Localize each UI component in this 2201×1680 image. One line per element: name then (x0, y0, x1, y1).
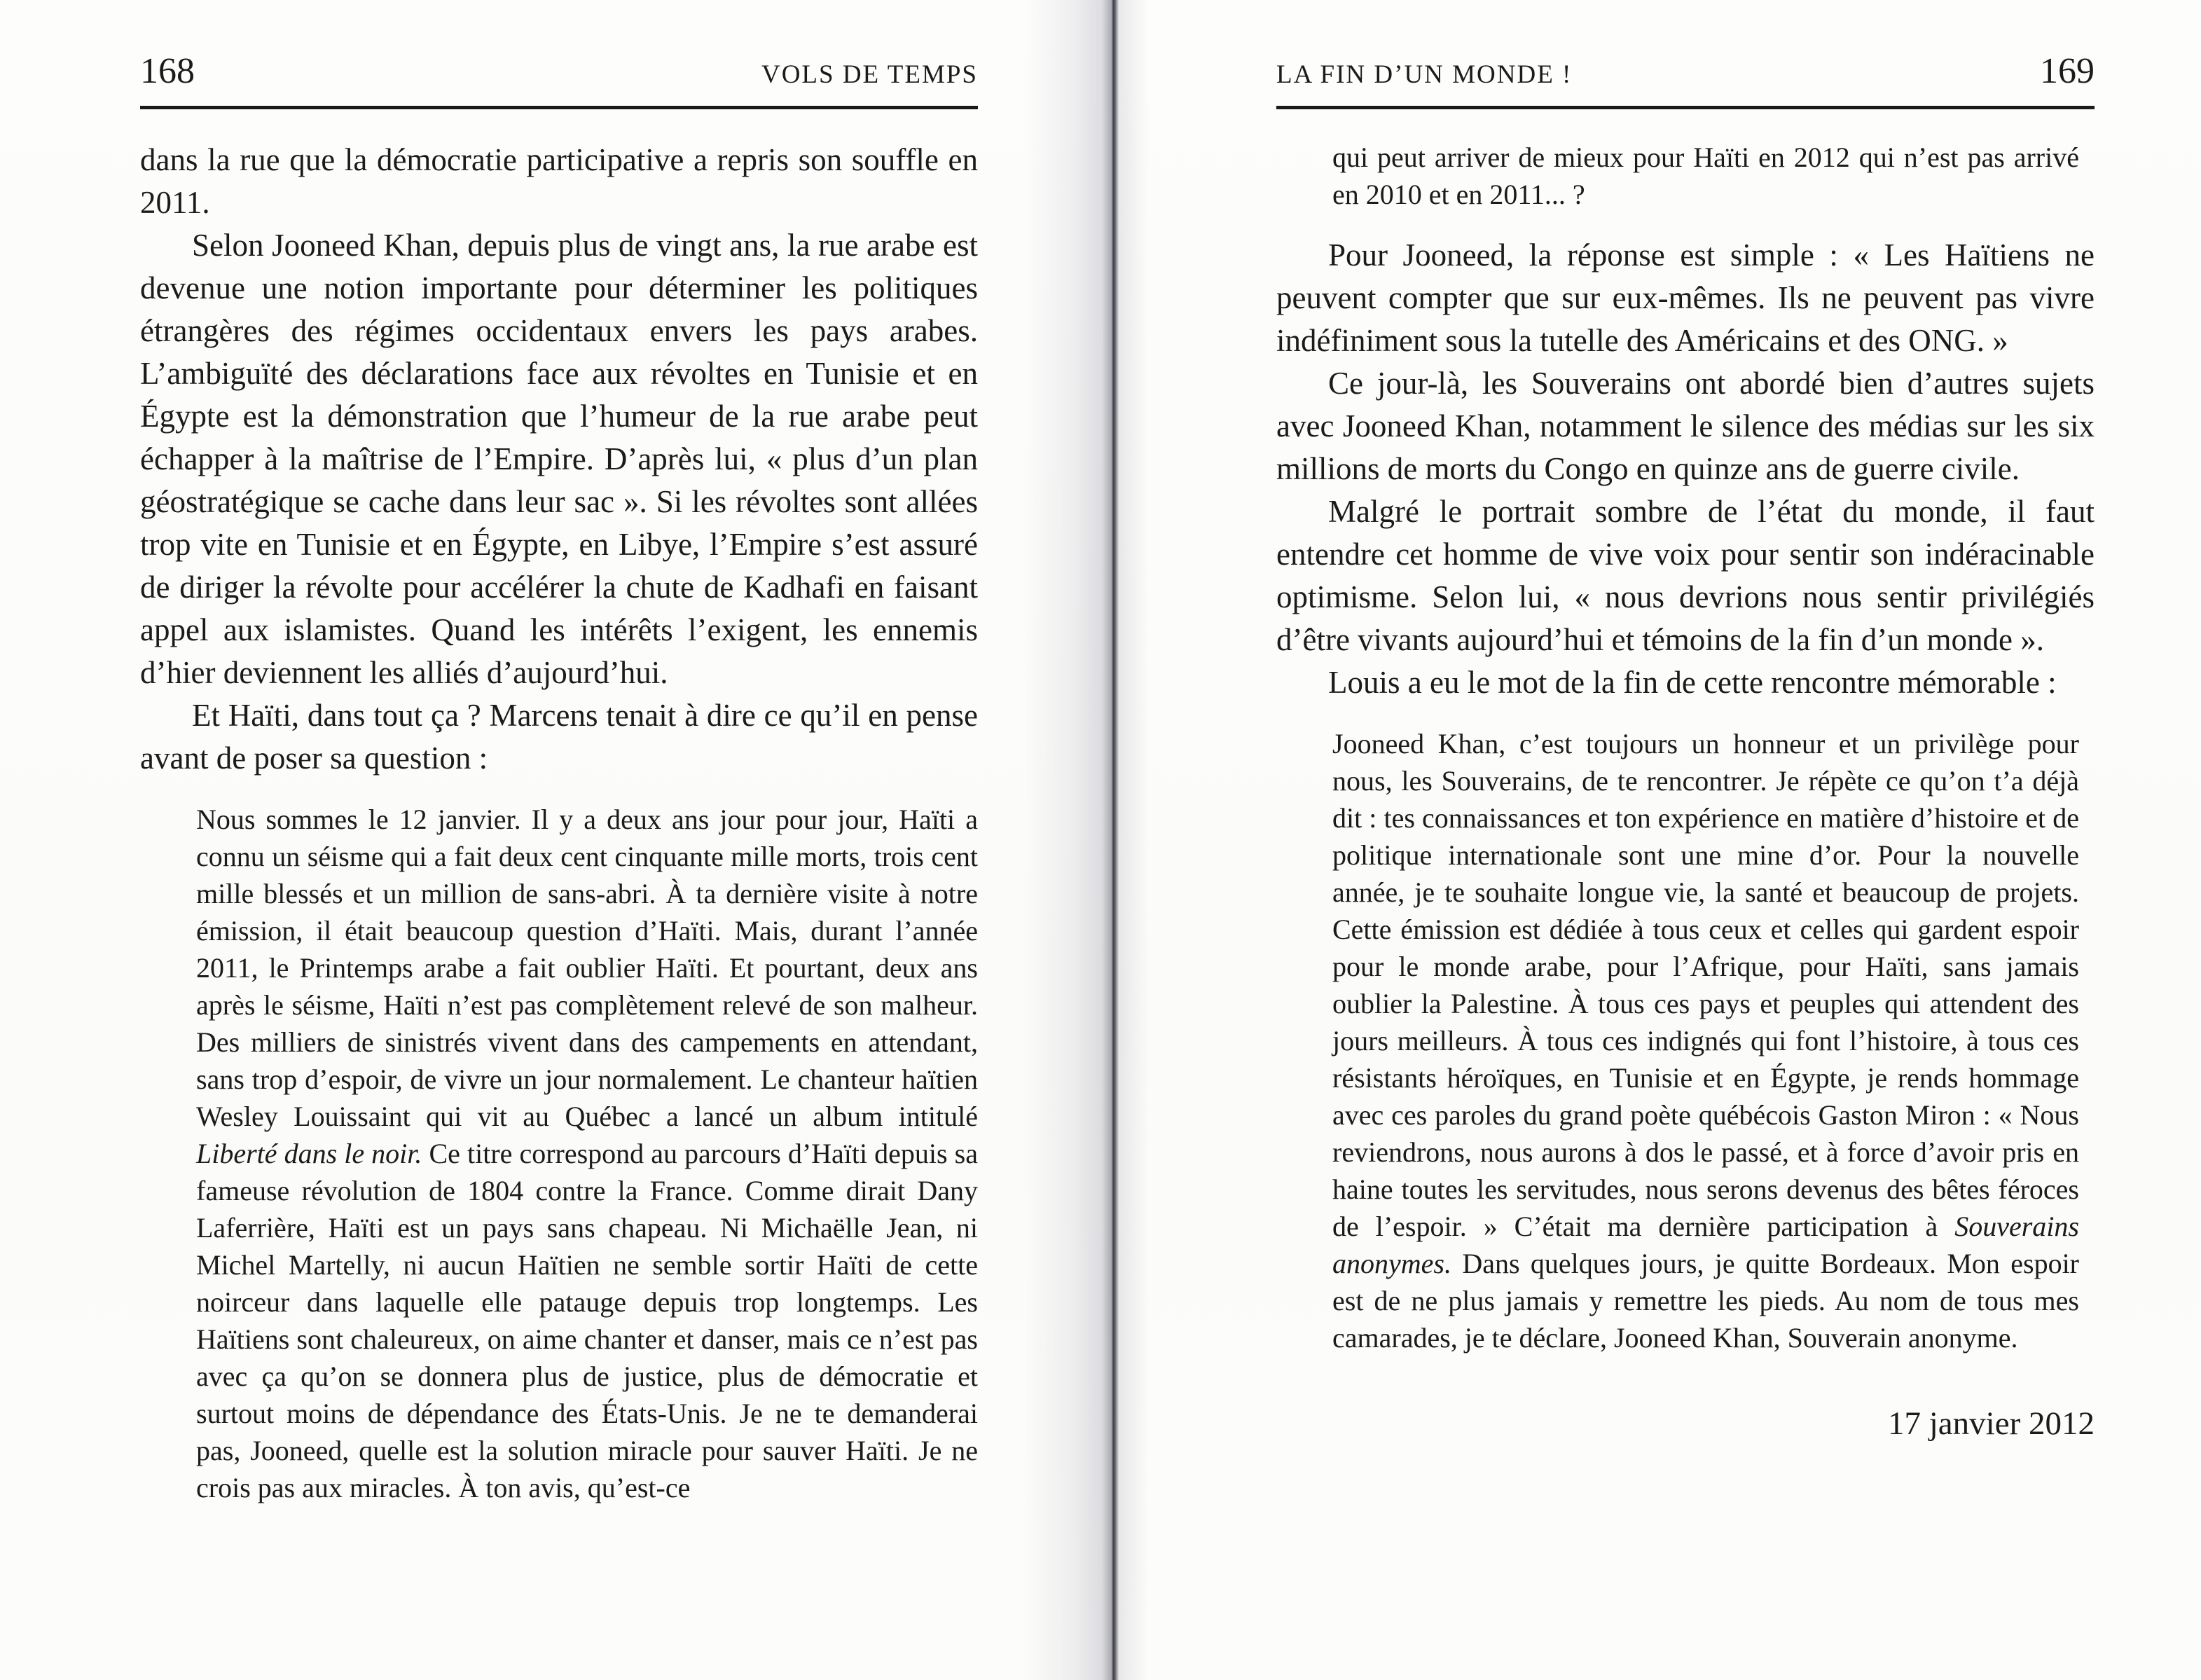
album-title-italic: Liberté dans le noir. (196, 1138, 422, 1169)
paragraph: Et Haïti, dans tout ça ? Marcens tenait à dire ce qu’il en pense avant de poser sa question : (140, 698, 978, 776)
block-quote (196, 801, 978, 1506)
quote-text: Dans quelques jours, je quitte Bordeaux. Mon espoir est de ne plus jamais y remettre les pieds. Au nom de tous mes camarades, je te déclare, Jooneed Khan, Souverain anonyme. (1332, 1248, 2079, 1354)
paragraph: Pour Jooneed, la réponse est simple : « Les Haïtiens ne peuvent compter que sur eux-mêmes. Ils ne peuvent pas vivre indéfiniment sous la tutelle des Américains et des ONG. » (1276, 237, 2095, 358)
paragraph: Selon Jooneed Khan, depuis plus de vingt ans, la rue arabe est devenue une notion importante pour déterminer les politiques étrangères des régimes occidentaux envers les pays arabes. L’ambiguïté des déclarations face aux révoltes en Tunisie et en Égypte est la démonstration que l’humeur de la rue arabe peut échapper à la maîtrise de l’Empire. D’après lui, « plus d’un plan géostratégique se cache dans leur sac ». Si les révoltes sont allées trop vite en Tunisie et en Égypte, en Libye, l’Empire s’est assuré de diriger la révolte pour accélérer la chute de Kadhafi en faisant appel aux islamistes. Quand les intérêts l’exigent, les ennemis d’hier deviennent les alliés d’aujourd’hui. (140, 228, 978, 690)
right-page-header (1276, 53, 2095, 90)
right-header-rule (1276, 106, 2095, 109)
left-page (140, 0, 978, 1680)
quote-text: Ce titre correspond au parcours d’Haïti depuis sa fameuse révolution de 1804 contre la France. Comme dirait Dany Laferrière, Haïti est un pays sans chapeau. Ni Michaëlle Jean, ni Michel Martelly, ni aucun Haïtien ne semble sortir Haïti de cette noirceur dans laquelle elle patauge depuis trop longtemps. Les Haïtiens sont chaleureux, on aime chanter et danser, mais ce n’est pas avec ça qu’on se donnera plus de justice, plus de démocratie et surtout moins de dépendance des États-Unis. Je ne te demanderai pas, Jooneed, quelle est la solution miracle pour sauver Haïti. Je ne crois pas aux miracles. À ton avis, qu’est-ce (196, 1138, 978, 1503)
left-header-rule (140, 106, 978, 109)
paragraph: Ce jour-là, les Souverains ont abordé bien d’autres sujets avec Jooneed Khan, notamment le silence des médias sur les six millions de morts du Congo en quinze ans de guerre civile. (1276, 366, 2095, 486)
left-page-number: 168 (140, 51, 195, 91)
quote-text: Nous sommes le 12 janvier. Il y a deux ans jour pour jour, Haïti a connu un séisme qui a fait deux cent cinquante mille morts, trois cent mille blessés et un million de sans-abri. À ta dernière visite à notre émission, il était beaucoup question d’Haïti. Mais, durant l’année 2011, le Printemps arabe a fait oublier Haïti. Et pourtant, deux ans après le séisme, Haïti n’est pas complètement relevé de son malheur. Des milliers de sinistrés vivent dans des campements en attendant, sans trop d’espoir, de vivre un jour normalement. Le chanteur haïtien Wesley Louissaint qui vit au Québec a lancé un album intitulé (196, 804, 978, 1132)
show-title-italic: Souverains anonymes. (1332, 1211, 2079, 1279)
left-page-header (140, 53, 978, 90)
block-quote-continuation (1332, 139, 2079, 213)
paragraph: dans la rue que la démocratie participative a repris son souffle en 2011. (140, 142, 978, 220)
right-page (1276, 0, 2095, 1680)
book-gutter-shadow (1024, 0, 1149, 1680)
block-quote (1332, 725, 2079, 1356)
date-line: 17 janvier 2012 (1888, 1405, 2095, 1442)
quote-text: Jooneed Khan, c’est toujours un honneur et un privilège pour nous, les Souverains, de te rencontrer. Je répète ce qu’on t’a déjà dit : tes connaissances et ton expérience en matière d’histoire et de politique internationale sont une mine d’or. Pour la nouvelle année, je te souhaite longue vie, la santé et beaucoup de projets. Cette émission est dédiée à tous ceux et celles qui gardent espoir pour le monde arabe, pour l’Afrique, pour Haïti, sans jamais oublier la Palestine. À tous ces pays et peuples qui attendent des jours meilleurs. À tous ces indignés qui font l’histoire, à tous ces résistants héroïques, en Tunisie et en Égypte, je rends hommage avec ces paroles du grand poète québécois Gaston Miron : « Nous reviendrons, nous aurons à dos le passé, et à force d’avoir pris en haine toutes les servitudes, nous serons devenus des bêtes féroces de l’espoir. » C’était ma dernière participation à (1332, 728, 2079, 1242)
left-body-text (140, 139, 978, 1527)
paragraph: Louis a eu le mot de la fin de cette rencontre mémorable : (1328, 665, 2057, 700)
quote-text: qui peut arriver de mieux pour Haïti en 2012 qui n’est pas arrivé en 2010 et en 2011... ? (1332, 142, 2079, 210)
right-running-header: LA FIN D’UN MONDE ! (1276, 60, 1573, 89)
left-running-header: VOLS DE TEMPS (761, 60, 978, 89)
paragraph: Malgré le portrait sombre de l’état du monde, il faut entendre cet homme de vive voix pour sentir son indéracinable optimisme. Selon lui, « nous devrions nous sentir privilégiés d’être vivants aujourd’hui et témoins de la fin d’un monde ». (1276, 494, 2095, 657)
right-page-number: 169 (2040, 51, 2095, 91)
right-body-text (1276, 139, 2095, 1443)
